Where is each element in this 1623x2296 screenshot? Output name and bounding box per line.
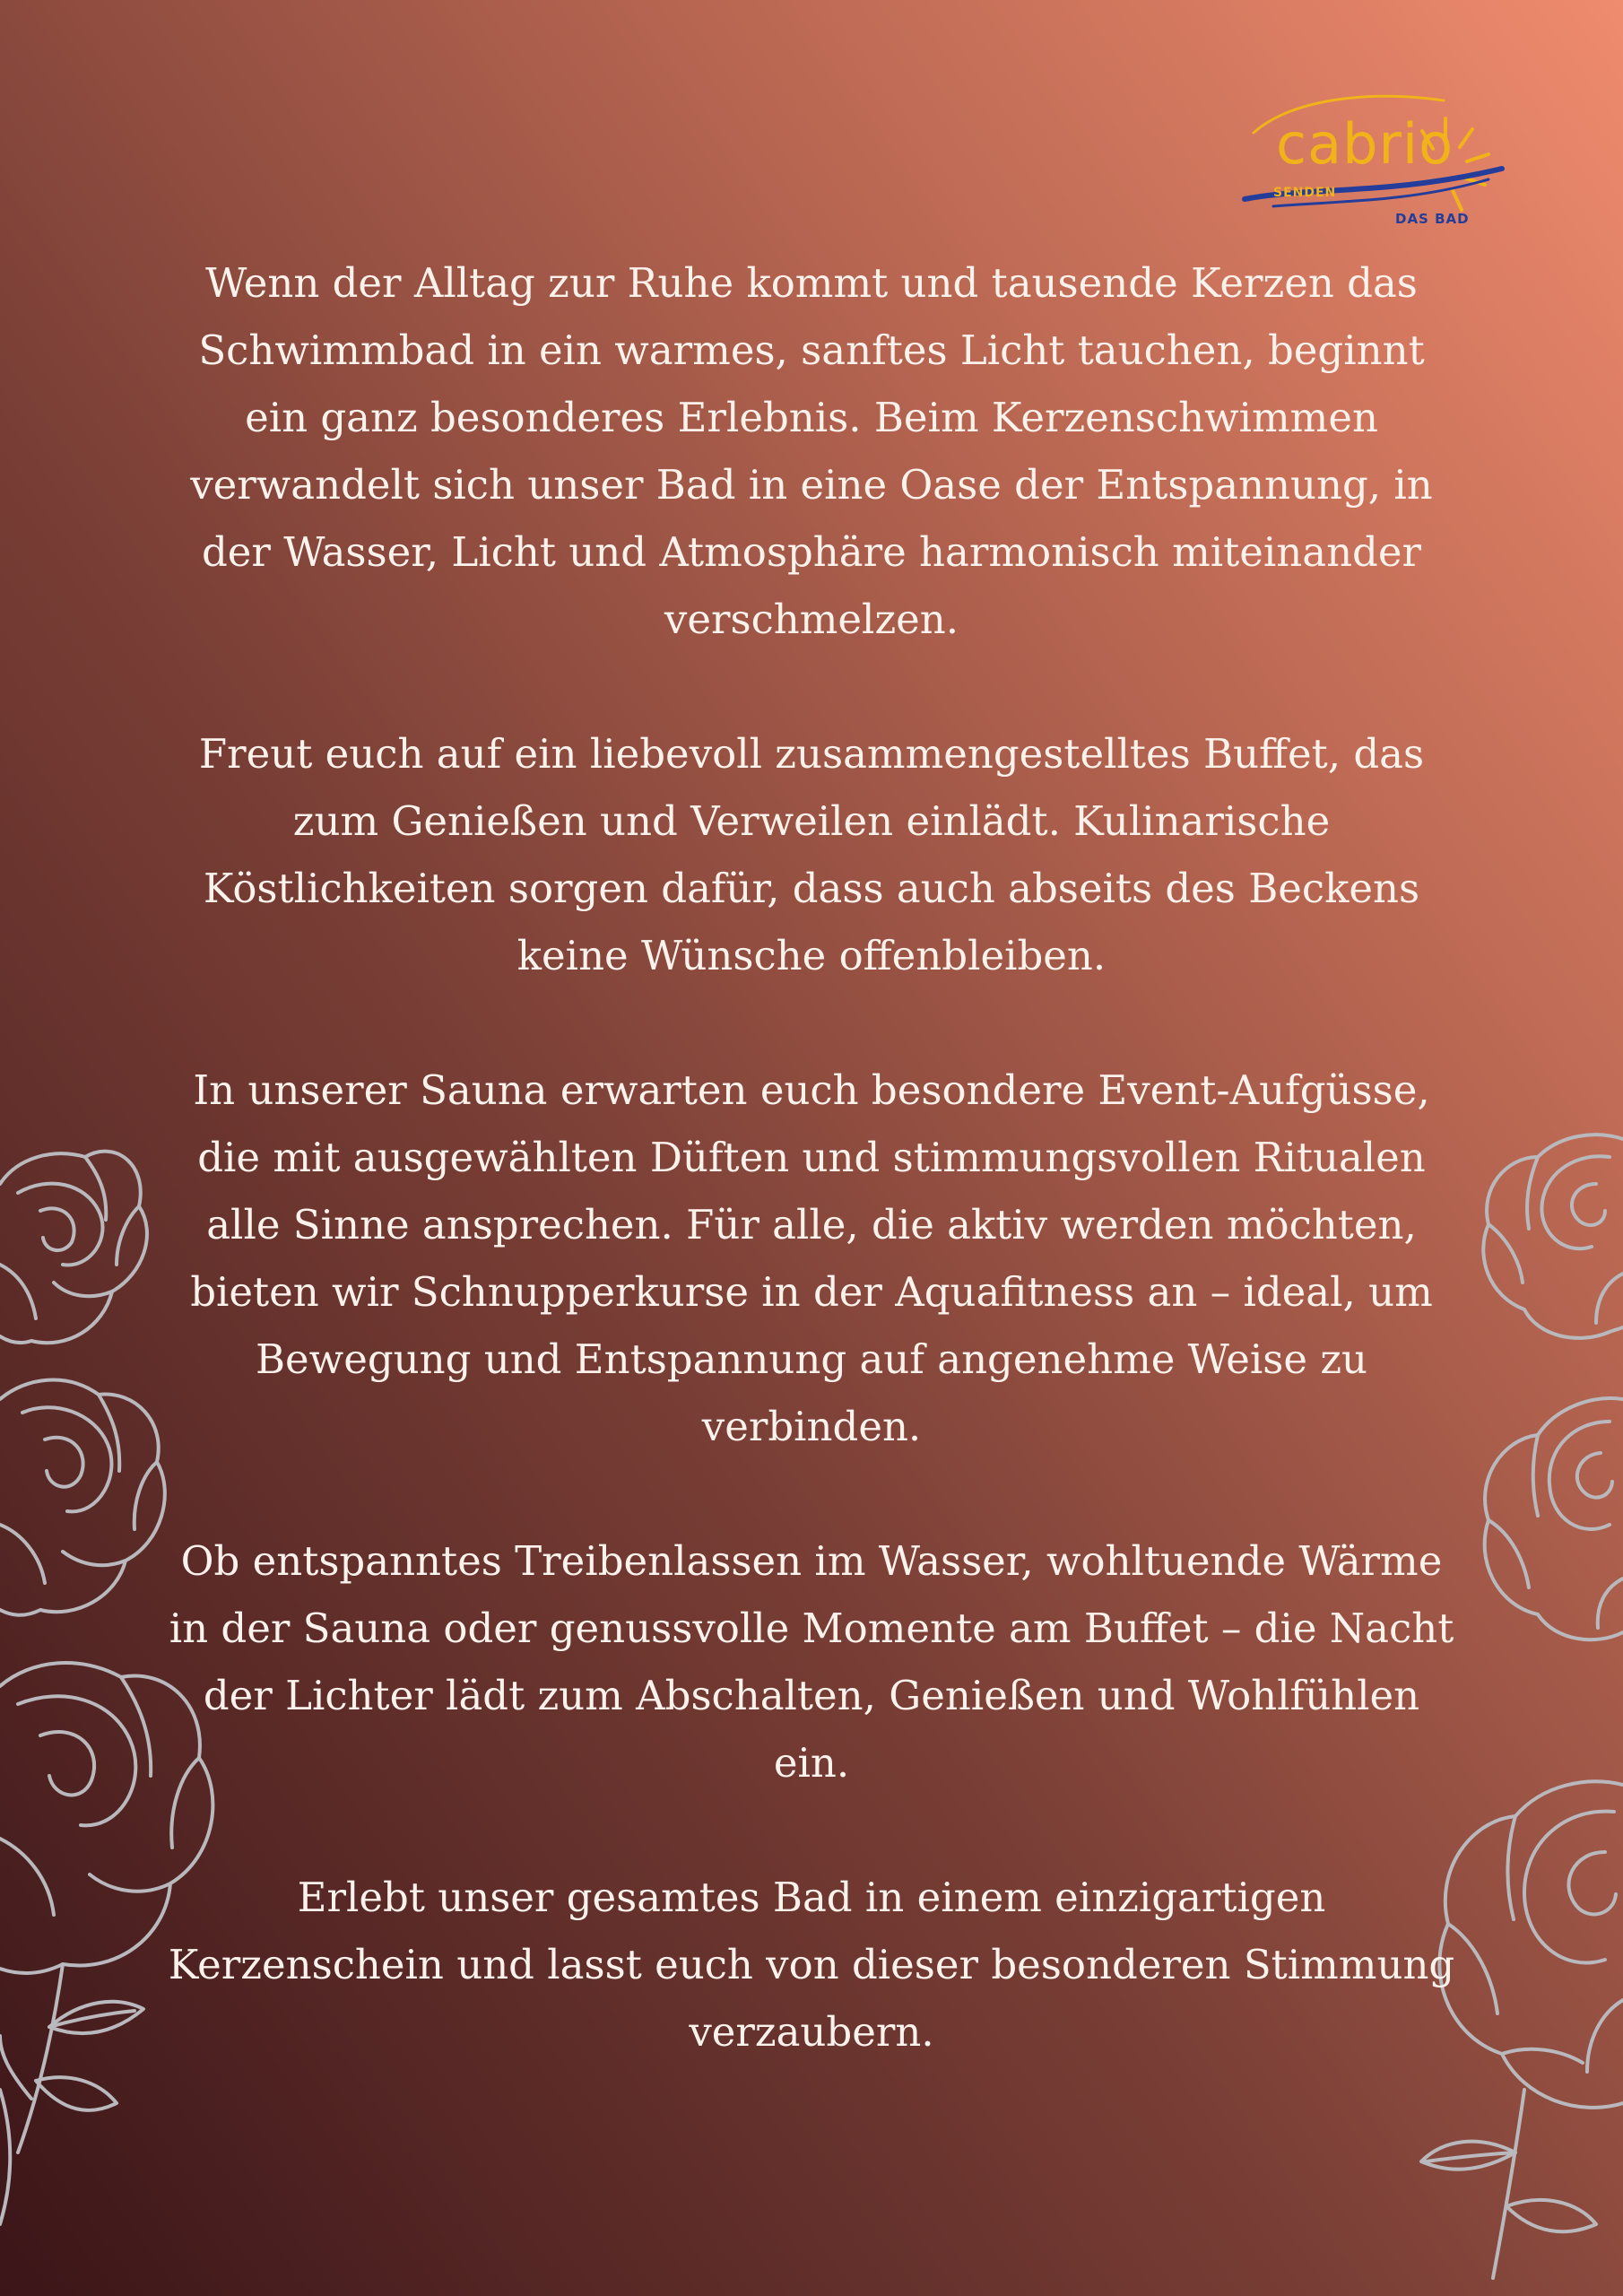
paragraph-sauna: In unserer Sauna erwarten euch besondere Event-Aufgüsse, die mit ausgewählten Düften und stimmungsvollen Ritualen alle Sinne ansprechen. Für alle, die aktiv werden möchten, bieten wir Schnupperkurse in der Aquafitness an – ideal, um Bewegung und Entspannung auf angenehme Weise zu verbinden.: [190, 1066, 1433, 1450]
flyer-text: [161, 249, 1462, 2133]
logo-tagline: DAS BAD: [1395, 211, 1470, 227]
paragraph-intro: Wenn der Alltag zur Ruhe kommt und tausende Kerzen das Schwimmbad in ein warmes, sanftes Licht tauchen, beginnt ein ganz besonderes Erlebnis. Beim Kerzenschwimmen verwandelt sich unser Bad in eine Oase der Entspannung, in der Wasser, Licht und Atmosphäre harmonisch miteinander verschmelzen.: [190, 259, 1433, 643]
logo-wordmark: cabrio: [1276, 111, 1454, 177]
logo-location: SENDEN: [1273, 186, 1337, 200]
paragraph-closing: Erlebt unser gesamtes Bad in einem einzigartigen Kerzenschein und lasst euch von dieser besonderen Stimmung verzaubern.: [168, 1874, 1455, 2056]
cabrio-logo: [1237, 90, 1524, 233]
paragraph-buffet: Freut euch auf ein liebevoll zusammengestelltes Buffet, das zum Genießen und Verweilen einlädt. Kulinarische Köstlichkeiten sorgen dafür, dass auch abseits des Beckens keine Wünsche offenbleiben.: [198, 730, 1425, 979]
paragraph-night: Ob entspanntes Treibenlassen im Wasser, wohltuende Wärme in der Sauna oder genussvolle Momente am Buffet – die Nacht der Lichter lädt zum Abschalten, Genießen und Wohlfühlen ein.: [169, 1537, 1454, 1787]
